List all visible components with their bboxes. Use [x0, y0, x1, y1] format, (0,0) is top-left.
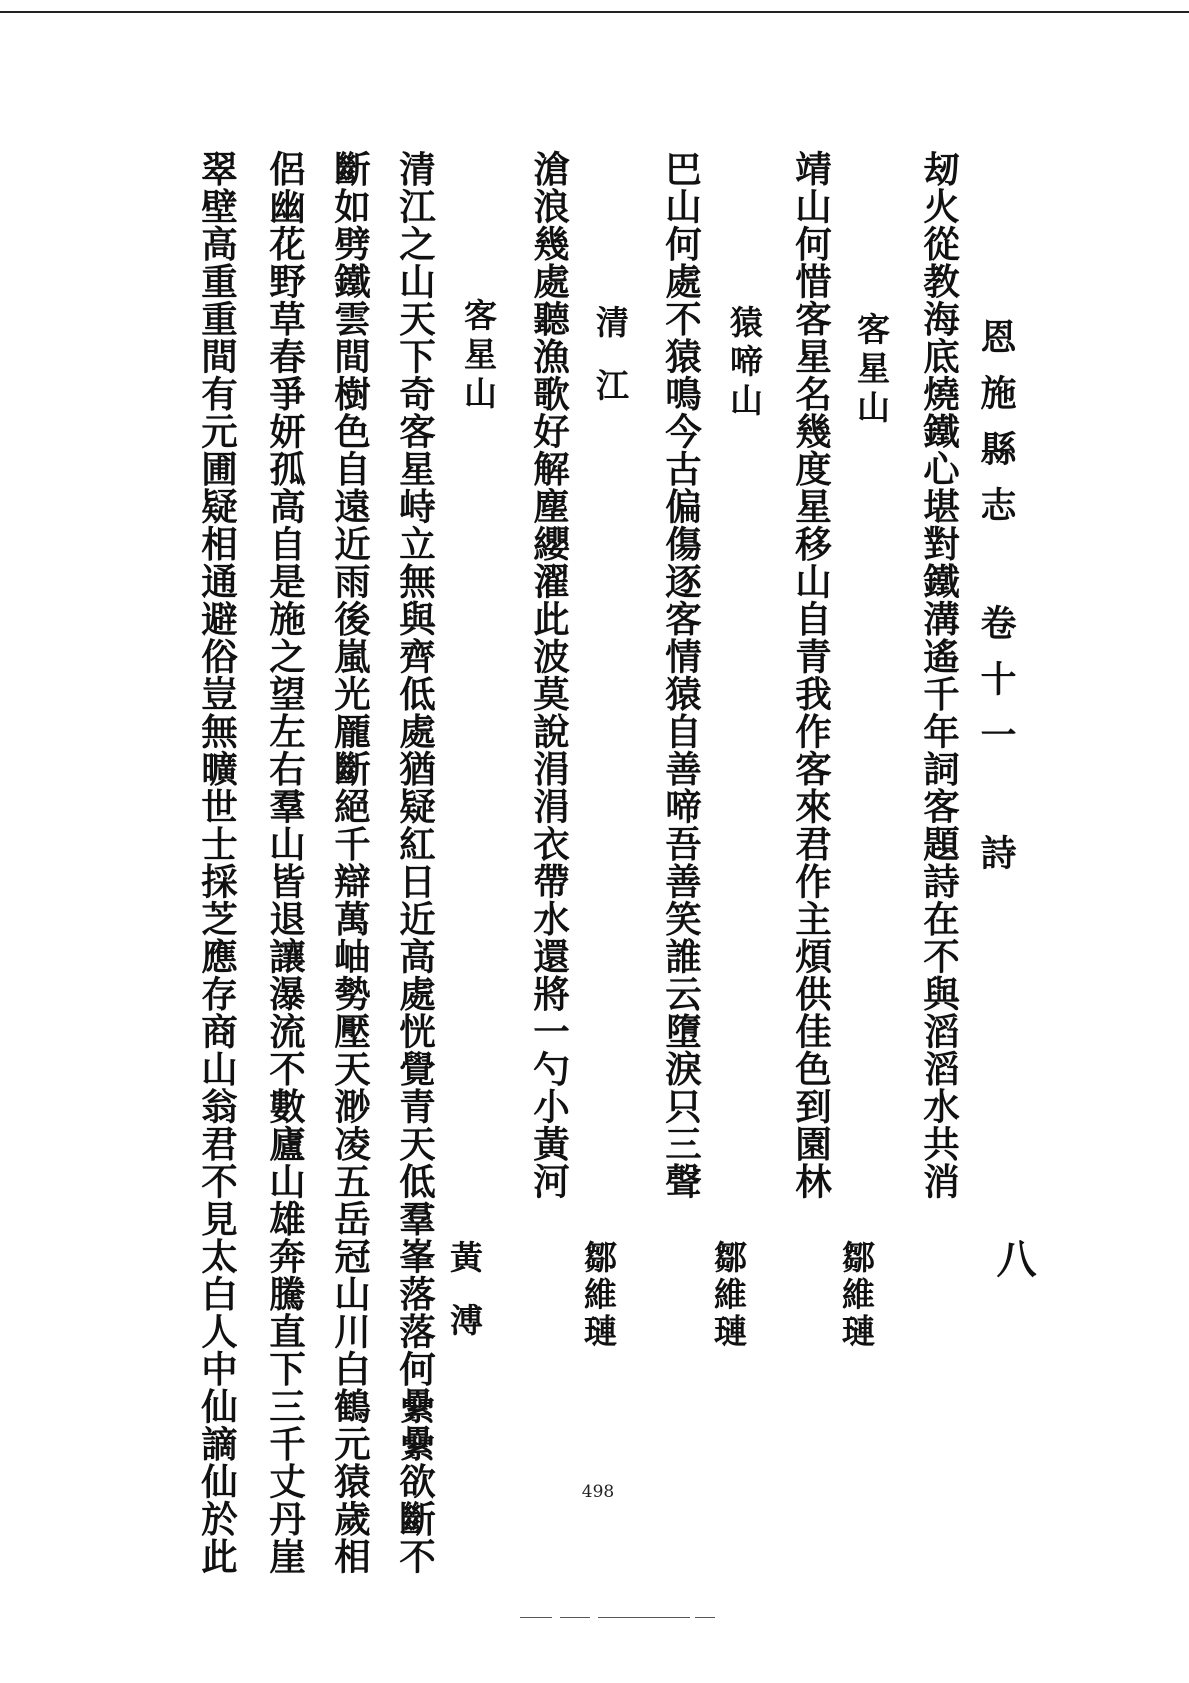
poem-title: 猿啼山 [725, 305, 764, 422]
top-border-rule [0, 11, 1189, 13]
poem-author: 鄒維璉 [837, 1240, 876, 1351]
bottom-dash [520, 1617, 552, 1618]
poem-line: 巴山何處不猿鳴今古偏傷逐客情猿自善啼吾善笑誰云墮淚只三聲 [659, 150, 703, 1200]
poem-author: 鄒維璉 [709, 1240, 748, 1351]
poem-line: 清江之山天下奇客星峙立無與齊低處猶疑紅日近高處恍覺青天低羣峯落落何纍纍欲斷不 [393, 150, 437, 1575]
poem-title: 客星山 [459, 298, 498, 415]
poem-line: 翠壁高重重間有元圃疑相通避俗豈無曠世士採芝應存商山翁君不見太白人中仙謫仙於此 [195, 150, 239, 1575]
poem-title: 清江 [591, 305, 630, 431]
poem-author: 鄒維璉 [579, 1240, 618, 1351]
bottom-dash [598, 1617, 690, 1618]
poem-line: 靖山何惜客星名幾度星移山自青我作客來君作主煩供佳色到園林 [789, 150, 833, 1200]
poem-author: 黃溥 [445, 1240, 484, 1366]
folio-mark: 八 [990, 1238, 1037, 1278]
poem-title: 客星山 [852, 312, 891, 429]
poem-line: 滄浪幾處聽漁歌好解塵纓濯此波莫說涓涓衣帶水還將一勺小黃河 [527, 150, 571, 1200]
bottom-dash [695, 1617, 715, 1618]
running-header: 恩施縣志 卷十一 詩 [975, 318, 1017, 890]
poem-line: 侶幽花野草春爭妍孤高自是施之望左右羣山皆退讓瀑流不數廬山雄奔騰直下三千丈丹崖 [263, 150, 307, 1575]
poem-line: 斷如劈鐵雲間樹色自遠近雨後嵐光龎斷絕千辯萬岫勢壓天渺凌五岳冠山川白鶴元猿歲相 [328, 150, 372, 1575]
poem-line: 刼火從教海底燒鐵心堪對鐵溝遙千年詞客題詩在不與滔滔水共消 [917, 150, 961, 1200]
bottom-dash [560, 1617, 590, 1618]
page-number: 498 [581, 1482, 615, 1502]
